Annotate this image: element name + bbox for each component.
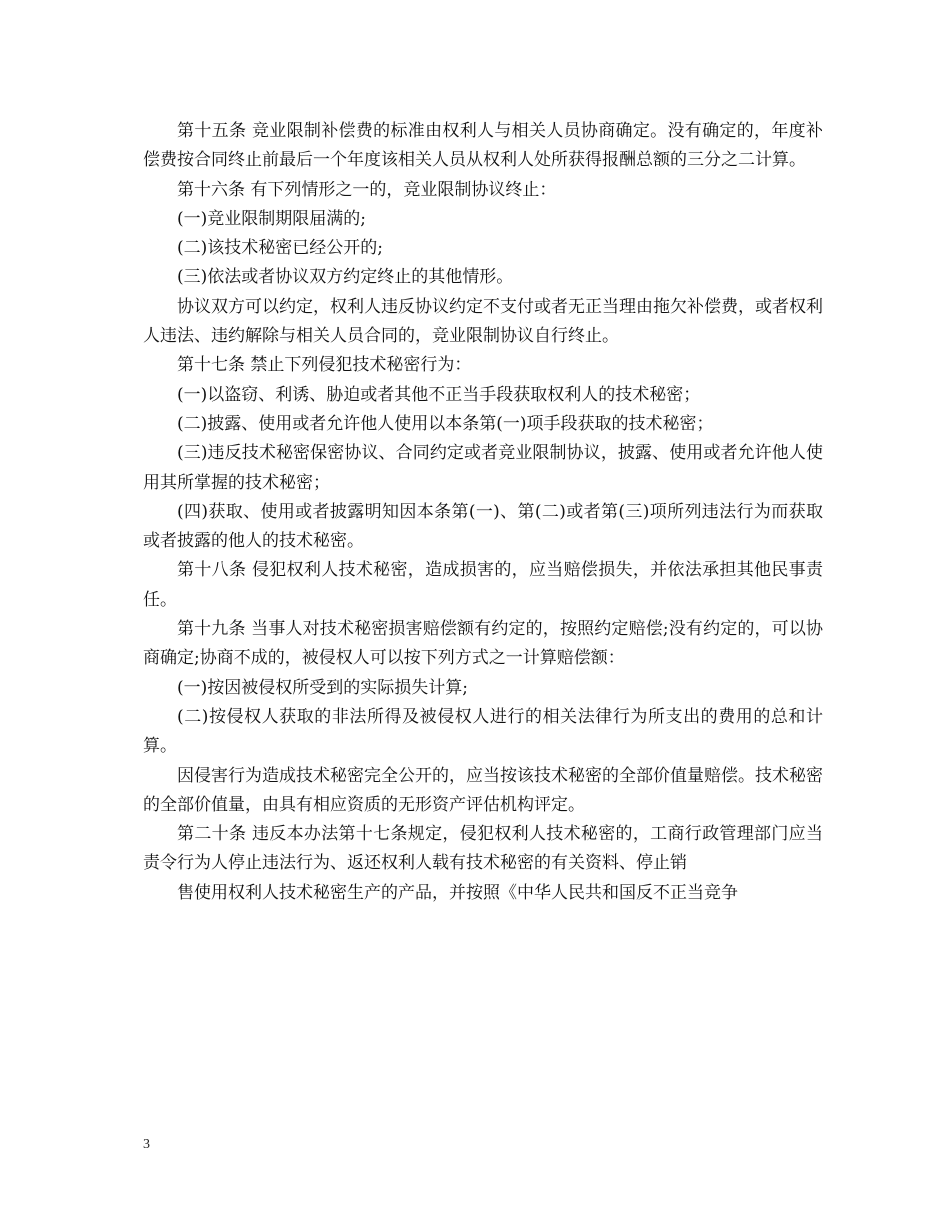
paragraph-article-18: 第十八条 侵犯权利人技术秘密，造成损害的，应当赔偿损失，并依法承担其他民事责任。: [143, 560, 823, 610]
paragraph-article-19-note: 因侵害行为造成技术秘密完全公开的，应当按该技术秘密的全部价值量赔偿。技术秘密的全部价值量，由具有相应资质的无形资产评估机构评定。: [143, 765, 823, 815]
paragraph-article-19-item-1: (一)按因被侵权所受到的实际损失计算;: [177, 677, 468, 698]
paragraph-article-17-item-1: (一)以盗窃、利诱、胁迫或者其他不正当手段获取权利人的技术秘密；: [177, 384, 701, 405]
body-text: [143, 117, 823, 908]
paragraph-article-20-continued: 售使用权利人技术秘密生产的产品，并按照《中华人民共和国反不正当竞争: [177, 882, 738, 903]
paragraph-article-17-item-2: (二)披露、使用或者允许他人使用以本条第(一)项手段获取的技术秘密；: [177, 413, 714, 434]
paragraph-article-16-note: 协议双方可以约定，权利人违反协议约定不支付或者无正当理由拖欠补偿费，或者权利人违法、违约解除与相关人员合同的，竞业限制协议自行终止。: [143, 296, 823, 347]
paragraph-article-20: 第二十条 违反本办法第十七条规定，侵犯权利人技术秘密的，工商行政管理部门应当责令行为人停止违法行为、返还权利人载有技术秘密的有关资料、停止销: [143, 824, 823, 874]
paragraph-article-16-item-2: (二)该技术秘密已经公开的;: [177, 238, 383, 259]
paragraph-article-19: 第十九条 当事人对技术秘密损害赔偿额有约定的，按照约定赔偿;没有约定的，可以协商确定;协商不成的，被侵权人可以按下列方式之一计算赔偿额：: [143, 619, 823, 669]
page-number: 3: [143, 1137, 150, 1152]
paragraph-article-17-item-4: (四)获取、使用或者披露明知因本条第(一)、第(二)或者第(三)项所列违法行为而获取或者披露的他人的技术秘密。: [143, 501, 823, 552]
paragraph-article-17: 第十七条 禁止下列侵犯技术秘密行为：: [177, 355, 472, 376]
paragraph-article-17-item-3: (三)违反技术秘密保密协议、合同约定或者竞业限制协议，披露、使用或者允许他人使用其所掌握的技术秘密；: [143, 443, 823, 493]
paragraph-article-16-item-1: (一)竞业限制期限届满的;: [177, 208, 366, 229]
paragraph-article-19-item-2: (二)按侵权人获取的非法所得及被侵权人进行的相关法律行为所支出的费用的总和计算。: [143, 706, 823, 757]
paragraph-article-16-item-3: (三)依法或者协议双方约定终止的其他情形。: [177, 267, 514, 288]
paragraph-article-16: 第十六条 有下列情形之一的，竞业限制协议终止：: [177, 179, 557, 200]
paragraph-article-15: 第十五条 竞业限制补偿费的标准由权利人与相关人员协商确定。没有确定的，年度补偿费按合同终止前最后一个年度该相关人员从权利人处所获得报酬总额的三分之二计算。: [143, 121, 823, 171]
